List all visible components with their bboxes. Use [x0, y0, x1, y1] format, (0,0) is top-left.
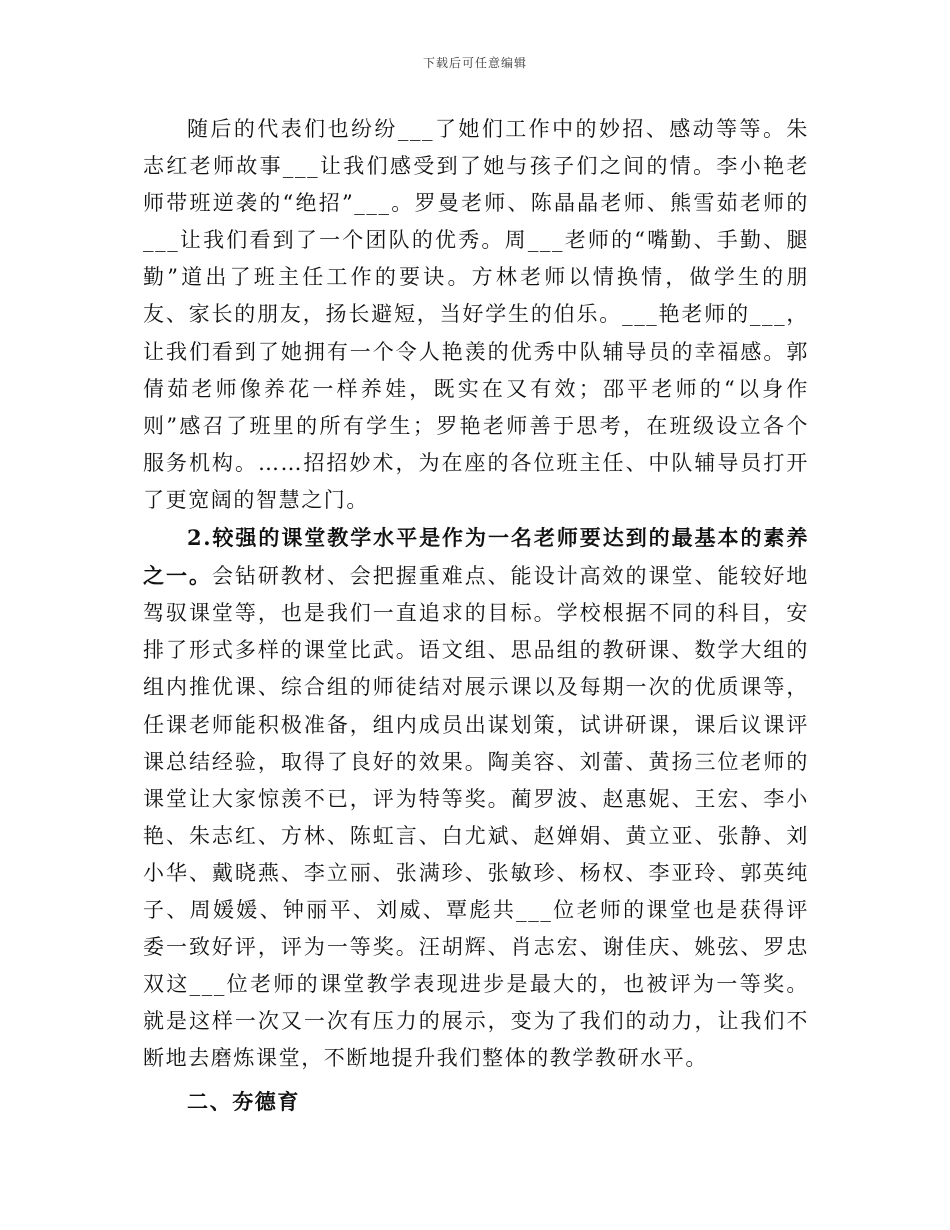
paragraph-text: 会钻研教材、会把握重难点、能设计高效的课堂、能较好地驾驭课堂等，也是我们一直追求的目标。学校根据不同的科目，安排了形式多样的课堂比武。语文组、思品组的教研课、数学大组的组内推优课、综合组的师徒结对展示课以及每期一次的优质课等，任课老师能积极准备，组内成员出谋划策，试讲研课，课后议课评课总结经验，取得了良好的效果。陶美容、刘蕾、黄扬三位老师的课堂让大家惊羡不已，评为特等奖。蔺罗波、赵惠妮、王宏、李小艳、朱志红、方林、陈虹言、白尤斌、赵婵娟、黄立亚、张静、刘小华、戴晓燕、李立丽、张满珍、张敏珍、杨权、李亚玲、郭英纯子、周媛媛、钟丽平、刘威、覃彪共___位老师的课堂也是获得评委一致好评，评为一等奖。汪胡辉、肖志宏、谢佳庆、姚弦、罗忠双这___位老师的课堂教学表现进步是最大的，也被评为一等奖。就是这样一次又一次有压力的展示，变为了我们的动力，让我们不断地去磨炼课堂，不断地提升我们整体的教学教研水平。 — [143, 564, 809, 1071]
paragraph-text: 随后的代表们也纷纷___了她们工作中的妙招、感动等等。朱志红老师故事___让我们感受到了她与孩子们之间的情。李小艳老师带班逆袭的“绝招”___。罗曼老师、陈晶晶老师、熊雪茹老师的___让我们看到了一个团队的优秀。周___老师的“嘴勤、手勤、腿勤”道出了班主任工作的要诀。方林老师以情换情，做学生的朋友、家长的朋友，扬长避短，当好学生的伯乐。___艳老师的___，让我们看到了她拥有一个令人艳羡的优秀中队辅导员的幸福感。郭倩茹老师像养花一样养娃，既实在又有效；邵平老师的“以身作则”感召了班里的所有学生；罗艳老师善于思考，在班级设立各个服务机构。……招招妙术，为在座的各位班主任、中队辅导员打开了更宽阔的智慧之门。 — [143, 117, 809, 512]
page-header: 下载后可任意编辑 — [422, 56, 527, 70]
paragraph-lead-bold: 2.较强的课堂教学水平是作为一名老师要达到的最基本的素养之一。 — [143, 525, 809, 589]
paragraph-representatives — [143, 111, 809, 519]
document-body — [143, 111, 809, 1120]
paragraph-teaching-level — [143, 519, 809, 1077]
section-heading: 二、夯德育 — [187, 1089, 300, 1115]
